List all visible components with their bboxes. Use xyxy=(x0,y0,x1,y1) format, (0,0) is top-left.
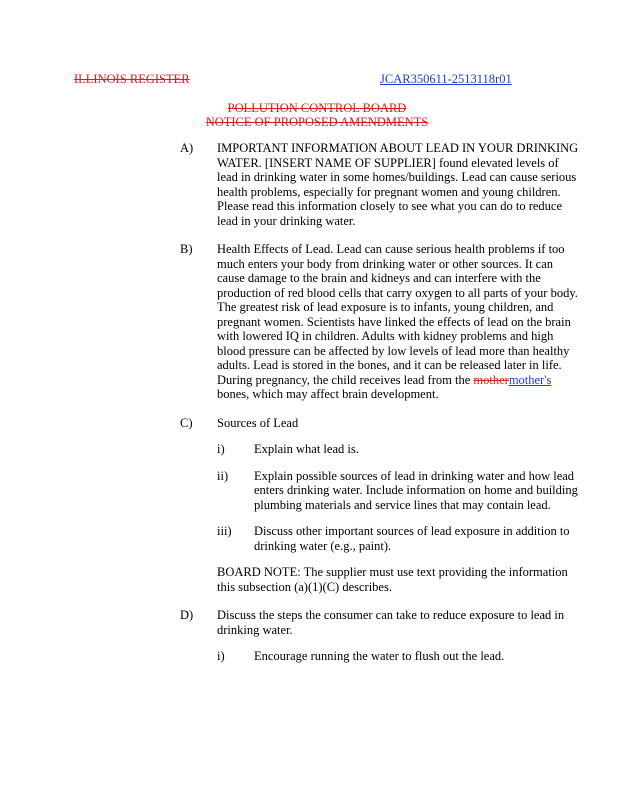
section-title: Sources of Lead xyxy=(217,415,299,430)
subsection-label: i) xyxy=(217,649,225,663)
notice-title: NOTICE OF PROPOSED AMENDMENTS xyxy=(205,115,429,129)
section-text: Discuss the steps the consumer can take to reduce exposure to lead in drinking water. xyxy=(217,608,565,637)
board-title: POLLUTION CONTROL BOARD xyxy=(227,101,407,115)
subsection-item xyxy=(0,442,618,457)
section-text: IMPORTANT INFORMATION ABOUT LEAD IN YOUR DRINKING WATER. [INSERT NAME OF SUPPLIER] found elevated levels of lead in drinking water in some homes/buildings. Lead can cause serious health problems, especially for pregnant women and young children. Please read this information closely to see what you can do to reduce lead in your drinking water. xyxy=(217,141,579,228)
section-text-part: bones, which may affect brain development. xyxy=(217,387,439,401)
document-body xyxy=(0,141,618,678)
section-label: A) xyxy=(180,141,194,155)
subsection-label: iii) xyxy=(217,524,232,538)
subsection-text: Explain what lead is. xyxy=(254,442,359,456)
section-b xyxy=(0,242,618,402)
subsection-text: Encourage running the water to flush out the lead. xyxy=(254,649,505,663)
section-d xyxy=(0,608,618,664)
subsection-item xyxy=(0,524,618,553)
subsection-label: ii) xyxy=(217,468,229,483)
deleted-text: mother xyxy=(473,372,509,387)
section-label: B) xyxy=(180,242,193,256)
subsection-item xyxy=(0,649,618,664)
jcar-reference: JCAR350611-2513118r01 xyxy=(380,72,512,86)
section-label: D) xyxy=(180,608,194,622)
subsection-text: Discuss other important sources of lead exposure in addition to drinking water (e.g., paint). xyxy=(254,524,570,553)
section-c xyxy=(0,416,618,595)
subsection-text: Explain possible sources of lead in drinking water and how lead enters drinking water. Include information on home and building plumbing materials and service lines that may contain lead. xyxy=(254,468,578,512)
inserted-text: mother's xyxy=(508,372,552,387)
section-label: C) xyxy=(180,415,193,430)
subsection-item xyxy=(0,469,618,513)
document-titles xyxy=(0,101,618,129)
section-a xyxy=(0,141,618,228)
register-header: ILLINOIS REGISTER xyxy=(74,72,190,86)
subsection-label: i) xyxy=(217,442,225,456)
section-text xyxy=(217,242,582,402)
board-note: BOARD NOTE: The supplier must use text providing the information this subsection (a)(1)(C) describes. xyxy=(217,565,568,594)
section-text-part: Health Effects of Lead. Lead can cause serious health problems if too much enters your body from drinking water or other sources. It can cause damage to the brain and kidneys and can interfere with the production of red blood cells that carry oxygen to all parts of your body. The greatest risk of lead exposure is to infants, young children, and pregnant women. Scientists have linked the effects of lead on the brain with lowered IQ in children. Adults with kidney problems and high blood pressure can be affected by low levels of lead more than healthy adults. Lead is stored in the bones, and it can be released later in life. During pregnancy, the child receives lead from the xyxy=(217,242,578,387)
